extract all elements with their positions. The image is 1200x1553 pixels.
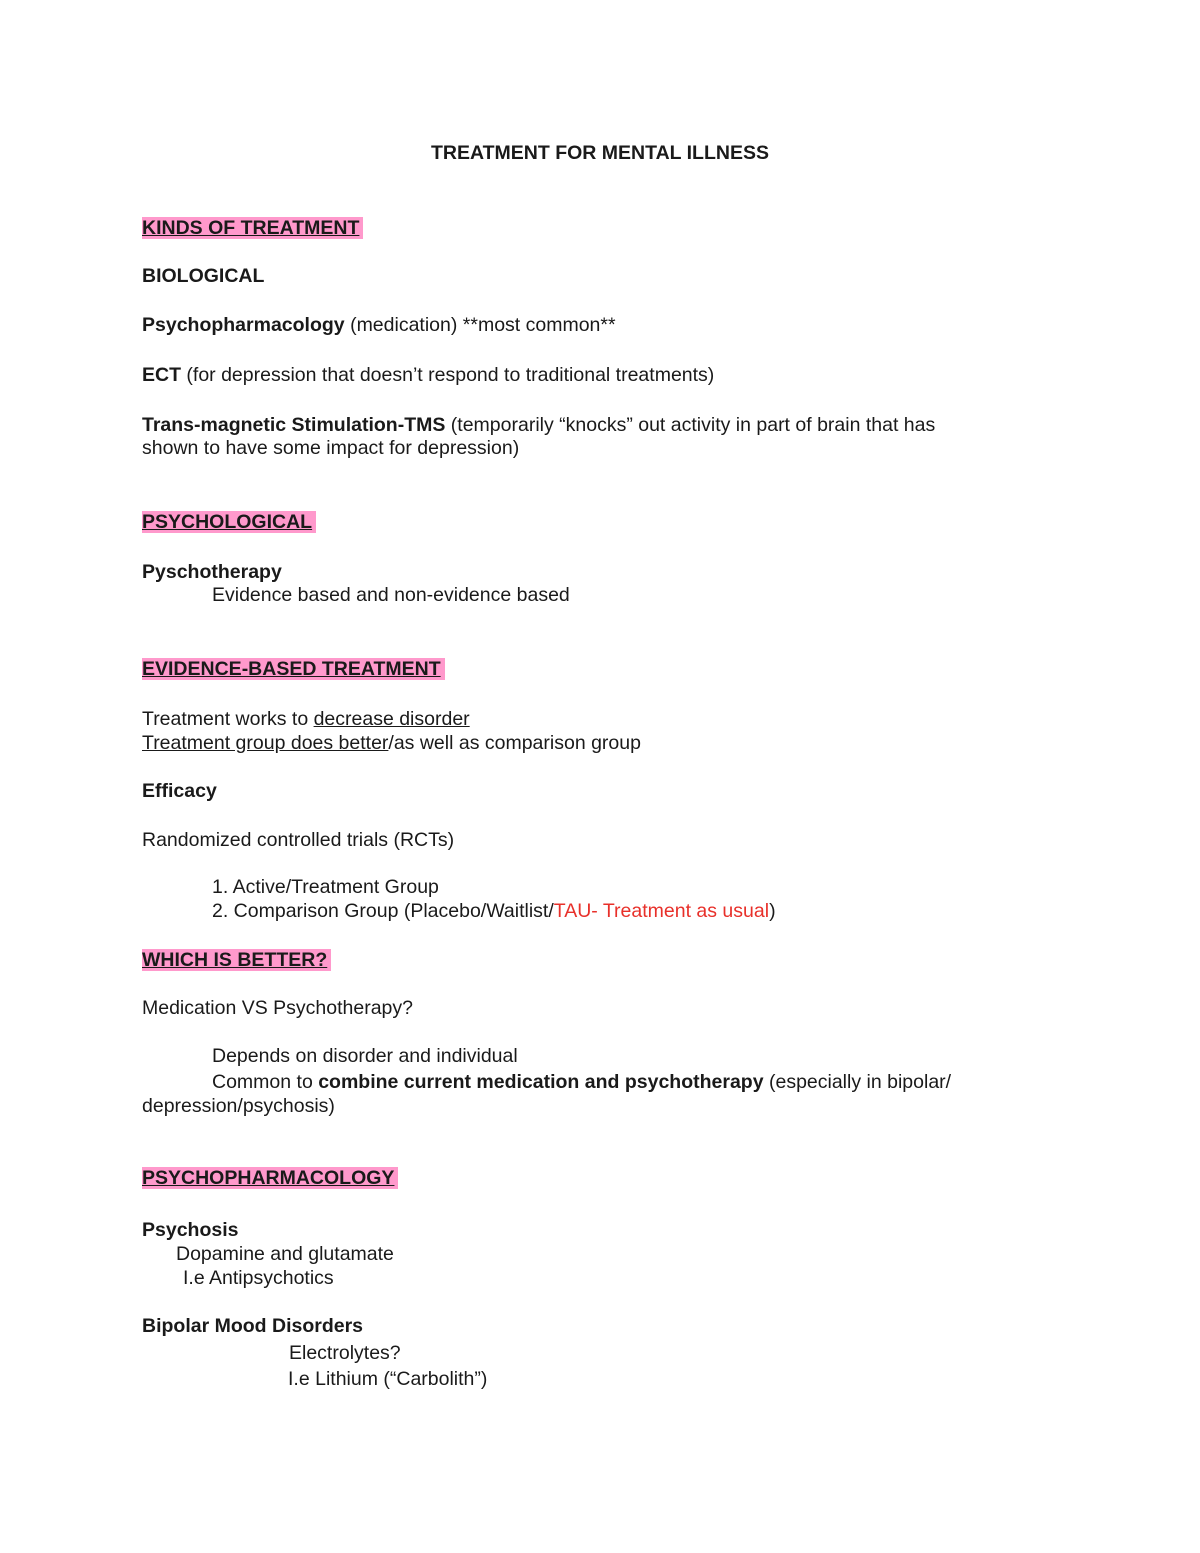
- term: ECT: [142, 364, 181, 386]
- psychosis-detail: I.e Antipsychotics: [183, 1267, 334, 1289]
- subheading-psychotherapy: Pyschotherapy: [142, 561, 282, 583]
- psychotherapy-desc: Evidence based and non-evidence based: [212, 584, 570, 606]
- term: Trans-magnetic Stimulation-TMS: [142, 414, 446, 436]
- list-item: [212, 899, 776, 923]
- section-heading-ebt: [142, 657, 445, 681]
- bipolar-detail: I.e Lithium (“Carbolith”): [288, 1368, 488, 1390]
- underlined-text: Treatment group does better: [142, 732, 389, 754]
- ebt-line-1: [142, 707, 470, 731]
- highlighted-heading: WHICH IS BETTER?: [142, 949, 331, 971]
- depends-line: Depends on disorder and individual: [212, 1045, 518, 1067]
- text: Common to: [212, 1071, 319, 1093]
- ect-item: [142, 363, 714, 387]
- underlined-text: decrease disorder: [313, 708, 470, 730]
- ebt-line-2: [142, 731, 641, 755]
- tms-item: [142, 413, 935, 437]
- rct-line: Randomized controlled trials (RCTs): [142, 829, 455, 851]
- highlighted-heading: PSYCHOLOGICAL: [142, 511, 316, 533]
- section-heading-kinds: [142, 216, 363, 240]
- description: (temporarily “knocks” out activity in part of brain that has: [445, 414, 936, 436]
- red-text: TAU- Treatment as usual: [553, 900, 770, 922]
- question-line: Medication VS Psychotherapy?: [142, 997, 413, 1019]
- psychopharmacology-item: [142, 313, 616, 337]
- bipolar-detail: Electrolytes?: [289, 1342, 401, 1364]
- highlighted-heading: KINDS OF TREATMENT: [142, 217, 363, 239]
- bold-text: combine current medication and psychotherapy: [318, 1071, 764, 1093]
- psychosis-detail: Dopamine and glutamate: [176, 1243, 394, 1265]
- section-heading-psychological: [142, 510, 316, 534]
- section-heading-which-better: [142, 948, 331, 972]
- combine-line: [212, 1070, 951, 1094]
- highlighted-heading: PSYCHOPHARMACOLOGY: [142, 1167, 398, 1189]
- description: (medication) **most common**: [344, 314, 616, 336]
- section-heading-psychopharmacology: [142, 1166, 398, 1190]
- description: (for depression that doesn’t respond to traditional treatments): [181, 364, 715, 386]
- highlighted-heading: EVIDENCE-BASED TREATMENT: [142, 658, 445, 680]
- combine-line-continued: depression/psychosis): [142, 1095, 335, 1117]
- text: Treatment works to: [142, 708, 314, 730]
- list-item: 1. Active/Treatment Group: [212, 876, 439, 898]
- tms-item-continued: shown to have some impact for depression): [142, 437, 520, 459]
- text: ): [769, 900, 776, 922]
- subheading-bipolar: Bipolar Mood Disorders: [142, 1315, 364, 1337]
- text: 2. Comparison Group (Placebo/Waitlist/: [212, 900, 554, 922]
- subheading-biological: BIOLOGICAL: [142, 265, 265, 287]
- text: /as well as comparison group: [388, 732, 641, 754]
- text: (especially in bipolar/: [763, 1071, 952, 1093]
- document-title: TREATMENT FOR MENTAL ILLNESS: [431, 142, 769, 164]
- term: Psychopharmacology: [142, 314, 345, 336]
- subheading-psychosis: Psychosis: [142, 1219, 239, 1241]
- subheading-efficacy: Efficacy: [142, 780, 217, 802]
